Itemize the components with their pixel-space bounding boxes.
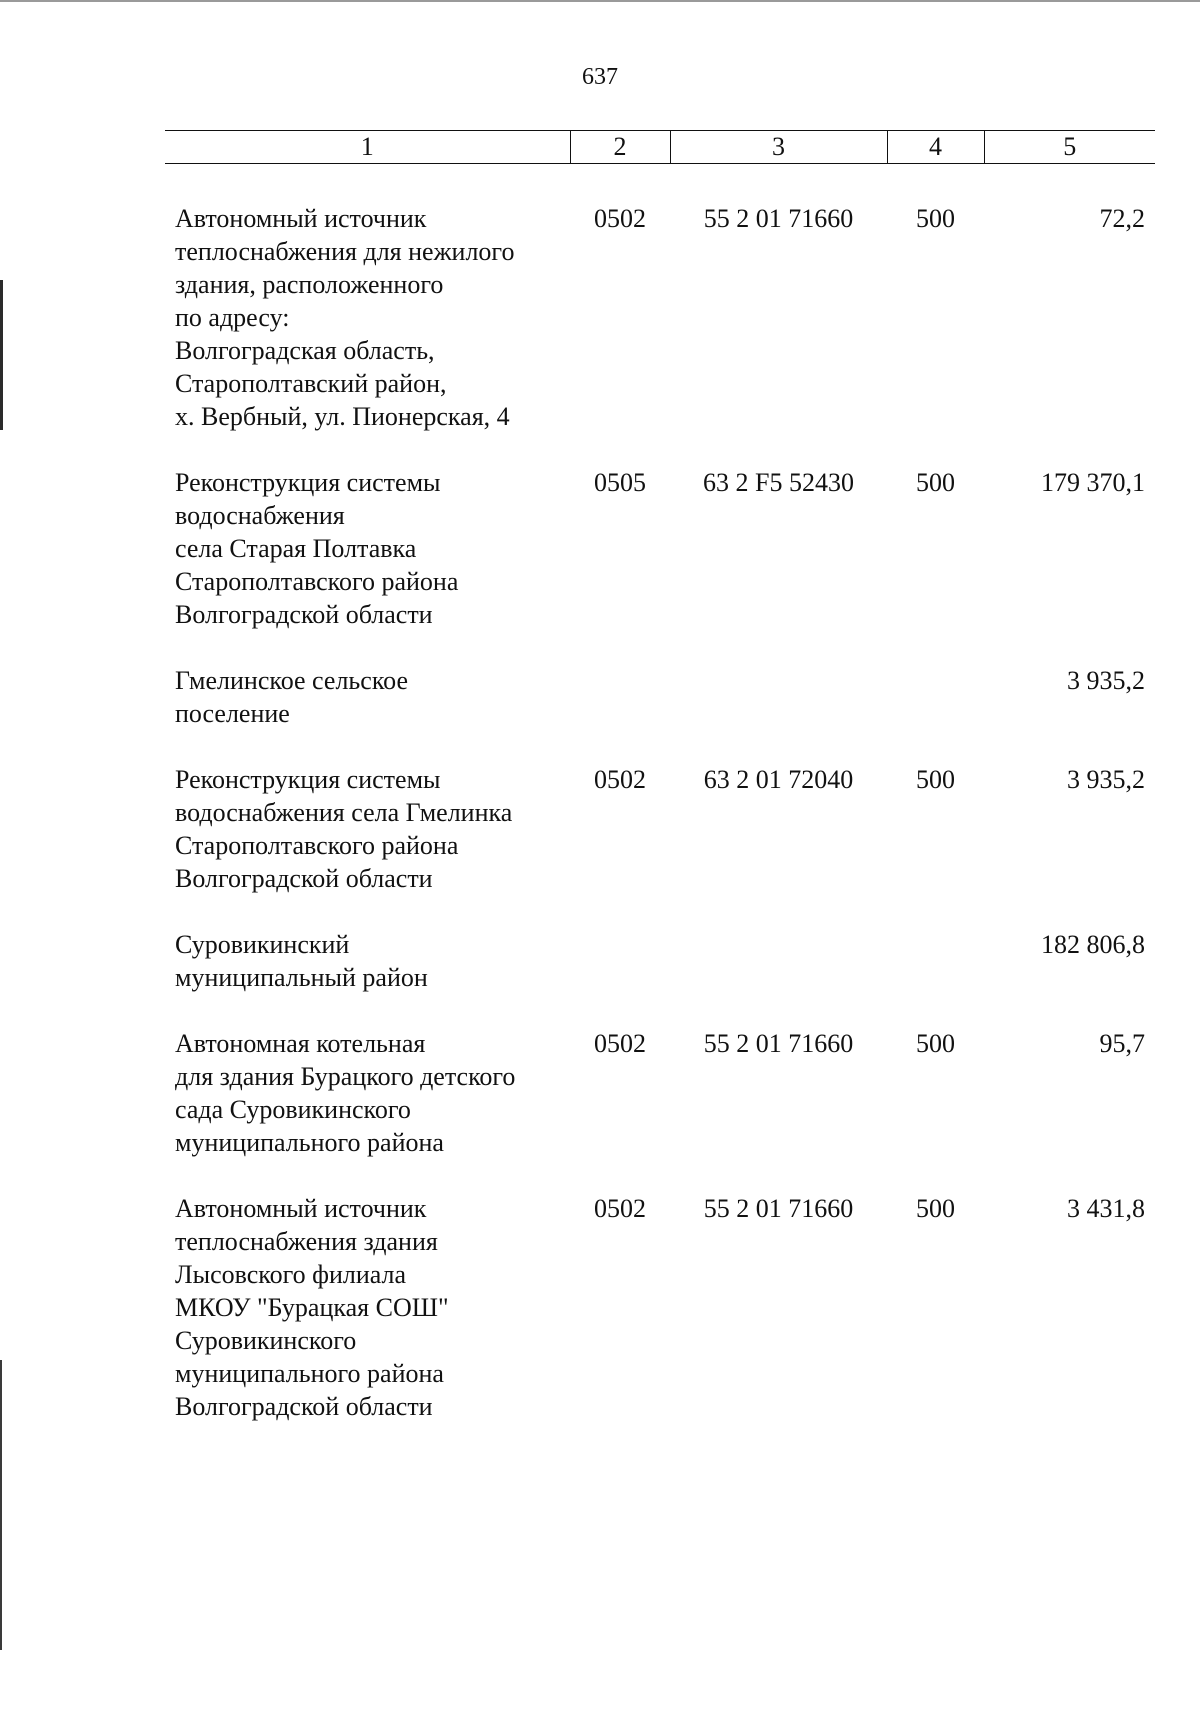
header-col-4: 4 — [887, 131, 984, 164]
row-amount: 95,7 — [1099, 1029, 1145, 1058]
row-name: Суровикинский муниципальный район — [175, 930, 428, 992]
row-section: 0502 — [594, 765, 646, 794]
row-amount: 179 370,1 — [1041, 468, 1145, 497]
header-col-1: 1 — [165, 131, 570, 164]
header-col-5: 5 — [984, 131, 1155, 164]
row-target: 55 2 01 71660 — [703, 1029, 854, 1058]
row-type: 500 — [916, 1194, 955, 1223]
row-name: Гмелинское сельское поселение — [175, 666, 408, 728]
row-amount: 3 431,8 — [1067, 1194, 1145, 1223]
row-type: 500 — [916, 204, 955, 233]
row-type: 500 — [916, 765, 955, 794]
row-name: Реконструкция системы водоснабжения села Гмелинка Старополтавского района Волгоградской области — [175, 765, 513, 893]
row-section: 0502 — [594, 1029, 646, 1058]
scan-edge-left-lower — [0, 1360, 2, 1650]
row-target: 63 2 F5 52430 — [703, 468, 854, 497]
page-number: 637 — [582, 64, 618, 90]
row-name: Автономная котельная для здания Бурацкого детского сада Суровикинского муниципального района — [175, 1029, 516, 1157]
table-body — [165, 202, 1155, 1423]
row-target: 55 2 01 71660 — [703, 204, 854, 233]
scan-edge-top — [0, 0, 1200, 2]
row-name: Автономный источник теплоснабжения здания Лысовского филиала МКОУ "Бурацкая СОШ" Суровикинского муниципального района Волгоградской области — [175, 1194, 449, 1421]
table-row — [165, 466, 1155, 631]
row-type: 500 — [916, 468, 955, 497]
table-row — [165, 928, 1155, 994]
table-row — [165, 1027, 1155, 1159]
row-target: 55 2 01 71660 — [703, 1194, 854, 1223]
row-section: 0502 — [594, 1194, 646, 1223]
row-section: 0505 — [594, 468, 646, 497]
table-row — [165, 202, 1155, 433]
row-name: Реконструкция системы водоснабжения села Старая Полтавка Старополтавского района Волгоградской области — [175, 468, 459, 629]
row-amount: 182 806,8 — [1041, 930, 1145, 959]
row-name: Автономный источник теплоснабжения для нежилого здания, расположенного по адресу: Волгоградская область, Старополтавский район, х. Вербный, ул. Пионерская, 4 — [175, 204, 515, 431]
table-header — [165, 130, 1155, 164]
header-col-3: 3 — [670, 131, 887, 164]
row-amount: 72,2 — [1099, 204, 1145, 233]
row-amount: 3 935,2 — [1067, 765, 1145, 794]
table-row — [165, 664, 1155, 730]
table-row — [165, 763, 1155, 895]
budget-table — [165, 130, 1155, 1456]
row-type: 500 — [916, 1029, 955, 1058]
scan-edge-left — [0, 280, 3, 430]
row-section: 0502 — [594, 204, 646, 233]
table-row — [165, 1192, 1155, 1423]
row-target: 63 2 01 72040 — [703, 765, 854, 794]
header-col-2: 2 — [570, 131, 670, 164]
row-amount: 3 935,2 — [1067, 666, 1145, 695]
